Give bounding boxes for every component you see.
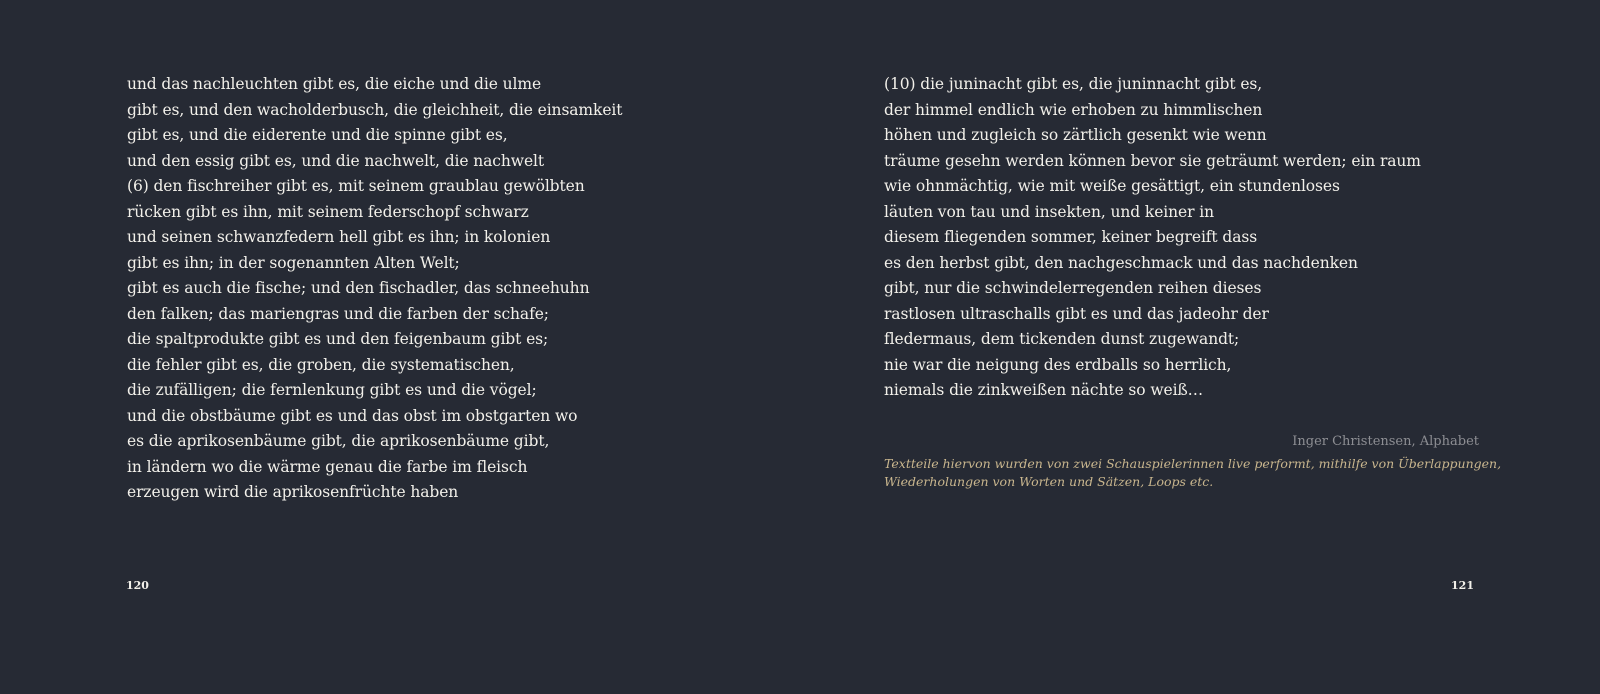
poem-line: die zufälligen; die fernlenkung gibt es und die vögel; (127, 381, 537, 399)
poem-line: diesem fliegenden sommer, keiner begreift dass (884, 228, 1258, 246)
poem-text-right (884, 72, 1421, 404)
poem-line: rastlosen ultraschalls gibt es und das jadeohr der (884, 304, 1269, 323)
poem-line: in ländern wo die wärme genau die farbe im fleisch (127, 457, 528, 476)
page-number-right: 121 (1451, 579, 1474, 592)
performance-note (884, 455, 1501, 490)
poem-attribution: Inger Christensen, Alphabet (1292, 434, 1479, 449)
poem-line: gibt es ihn; in der sogenannten Alten Welt; (127, 253, 460, 272)
note-line: Wiederholungen von Worten und Sätzen, Loops etc. (884, 473, 1214, 489)
poem-line: erzeugen wird die aprikosenfrüchte haben (127, 483, 459, 501)
note-line: Textteile hiervon wurden von zwei Schauspielerinnen live performt, mithilfe von Überlappungen, (884, 456, 1502, 471)
poem-line: nie war die neigung des erdballs so herrlich, (884, 355, 1232, 374)
poem-line: und die obstbäume gibt es und das obst im obstgarten wo (127, 406, 578, 425)
poem-line: gibt es, und den wacholderbusch, die gleichheit, die einsamkeit (127, 100, 623, 119)
poem-line: und das nachleuchten gibt es, die eiche und die ulme (127, 75, 542, 93)
poem-line: gibt, nur die schwindelerregenden reihen dieses (884, 279, 1262, 297)
poem-line: wie ohnmächtig, wie mit weiße gesättigt, ein stundenloses (884, 177, 1340, 195)
poem-line: (6) den fischreiher gibt es, mit seinem graublau gewölbten (127, 177, 585, 195)
poem-line: niemals die zinkweißen nächte so weiß… (884, 381, 1204, 399)
poem-line: träume gesehn werden können bevor sie geträumt werden; ein raum (884, 151, 1421, 170)
poem-line: rücken gibt es ihn, mit seinem federschopf schwarz (127, 202, 529, 221)
poem-line: gibt es auch die fische; und den fischadler, das schneehuhn (127, 279, 590, 297)
poem-line: den falken; das mariengras und die farben der schafe; (127, 304, 549, 323)
poem-line: fledermaus, dem tickenden dunst zugewandt; (884, 330, 1240, 348)
poem-line: und seinen schwanzfedern hell gibt es ihn; in kolonien (127, 228, 551, 246)
poem-line: es den herbst gibt, den nachgeschmack und das nachdenken (884, 253, 1358, 272)
poem-line: und den essig gibt es, und die nachwelt, die nachwelt (127, 151, 544, 170)
poem-line: gibt es, und die eiderente und die spinne gibt es, (127, 126, 508, 144)
poem-line: höhen und zugleich so zärtlich gesenkt wie wenn (884, 126, 1267, 144)
poem-text-left (127, 72, 622, 506)
poem-line: der himmel endlich wie erhoben zu himmlischen (884, 100, 1263, 119)
poem-line: (10) die juninacht gibt es, die juninnacht gibt es, (884, 75, 1263, 93)
page-number-left: 120 (126, 579, 149, 592)
poem-line: die spaltprodukte gibt es und den feigenbaum gibt es; (127, 330, 549, 348)
poem-line: die fehler gibt es, die groben, die systematischen, (127, 355, 515, 374)
right-page (800, 0, 1600, 694)
poem-line: es die aprikosenbäume gibt, die aprikosenbäume gibt, (127, 432, 550, 450)
poem-line: läuten von tau und insekten, und keiner in (884, 202, 1214, 221)
